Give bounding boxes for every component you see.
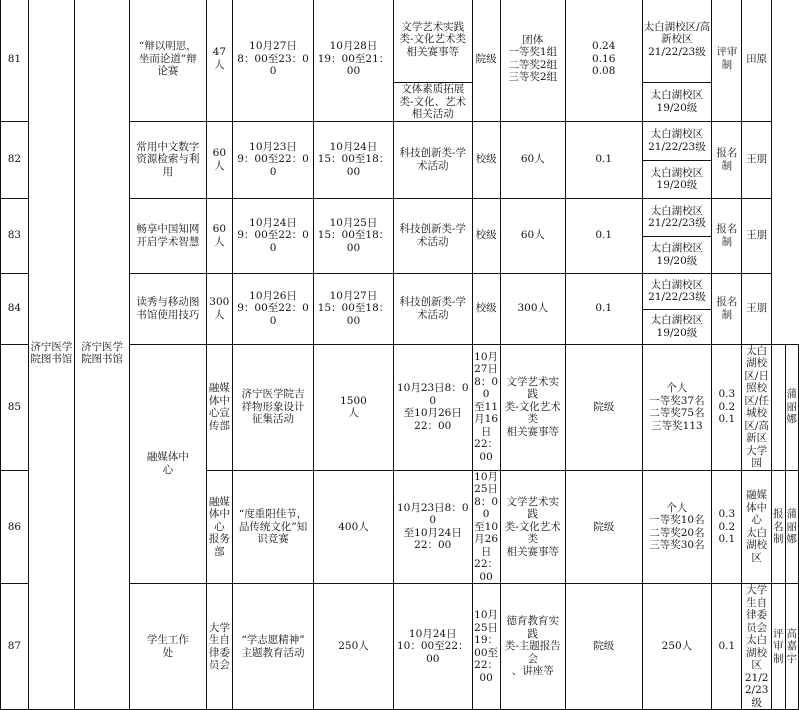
target-campus: 太白湖校区 21/22/23级 [642, 273, 712, 309]
signup-time: 10月26日 9：00至22：00 [233, 273, 314, 344]
contact-person: 王朋 [742, 198, 772, 273]
organizer-unit: 融媒体中 心 [130, 344, 206, 584]
award-setting: 个人 一等奖10名 二等奖20名 三等奖30名 [642, 470, 712, 584]
selection-method: 报名 制 [712, 121, 742, 198]
selection-method [772, 344, 786, 470]
organizer-department: 融媒体中 心 报务部 [206, 470, 232, 584]
contact-person: 王朋 [742, 121, 772, 198]
activity-level: 院级 [565, 344, 642, 470]
activity-category: 德育教育实践 类-主题报告会 、讲座等 [500, 584, 565, 710]
credit-value: 0.1 [565, 198, 642, 273]
target-campus: 太白湖校区 19/20级 [642, 160, 712, 198]
activity-level: 校级 [472, 121, 500, 198]
activity-category: 文体素质拓展 类-文化、艺术 相关活动 [393, 83, 472, 122]
activity-level: 校级 [472, 198, 500, 273]
signup-time: 10月23日 9：00至22：00 [233, 121, 314, 198]
event-name: 常用中文数字 资源检索与利 用 [130, 121, 206, 198]
event-name: 读秀与移动图 书馆使用技巧 [130, 273, 206, 344]
event-name: 济宁医学院吉 祥物形象设计 征集活动 [233, 344, 314, 470]
contact-person: 田原 [742, 0, 772, 121]
row-number: 85 [1, 344, 29, 470]
credit-value: 0.1 [565, 121, 642, 198]
contact-person: 蒲丽 娜 [785, 470, 799, 584]
activity-category: 科技创新类-学 术活动 [393, 121, 472, 198]
activity-category: 文学艺术实践 类-文化艺术类 相关赛事等 [500, 470, 565, 584]
participant-count: 47人 [206, 0, 232, 121]
selection-method: 评审 制 [712, 0, 742, 121]
signup-time: 10月27日 8：00至23：00 [233, 0, 314, 121]
award-setting: 个人 一等奖37名 二等奖75名 三等奖113 [642, 344, 712, 470]
organizer-department: 大学生自 律委员会 [206, 584, 232, 710]
participant-count: 400人 [314, 470, 394, 584]
award-setting: 60人 [500, 198, 565, 273]
event-time: 10月28日 19：00至21：00 [314, 0, 394, 121]
event-name: “辩以明思， 坐而论道”辩 论赛 [130, 0, 206, 121]
participant-count: 300人 [206, 273, 232, 344]
target-campus: 太白湖校区/高 新校区 21/22/23级 [642, 0, 712, 83]
award-setting: 团体 一等奖1组 二等奖2组 三等奖2组 [500, 0, 565, 121]
award-setting: 60人 [500, 121, 565, 198]
organizer-department: 济宁医学 院图书馆 [75, 0, 130, 710]
credit-value: 0.1 [565, 273, 642, 344]
table-row [1, 0, 799, 83]
target-campus: 太白湖校区 19/20级 [642, 309, 712, 344]
participant-count: 60人 [206, 198, 232, 273]
selection-method: 评审 制 [772, 584, 786, 710]
activity-level: 校级 [472, 273, 500, 344]
activity-category: 文学艺术实践 类-文化艺术类 相关赛事等 [500, 344, 565, 470]
credit-value: 0.1 [712, 584, 742, 710]
event-time: 10月24日 15：00至18：00 [314, 121, 394, 198]
event-name: 畅享中国知网 开启学术智慧 [130, 198, 206, 273]
organizer-unit: 济宁医学 院图书馆 [28, 0, 74, 710]
row-number: 84 [1, 273, 29, 344]
target-campus: 太白湖校区 21/22/23级 [642, 198, 712, 236]
row-number: 83 [1, 198, 29, 273]
contact-person: 王朋 [742, 273, 772, 344]
organizer-department: 融媒体中 心宣传部 [206, 344, 232, 470]
contact-person: 高嘉 宇 [785, 584, 799, 710]
event-name: “学志愿精神” 主题教育活动 [233, 584, 314, 710]
target-campus: 太白湖校区/日 照校区/任城校 区/高新区大学 园 [742, 344, 772, 470]
signup-time: 10月24日 9：00至22：00 [233, 198, 314, 273]
event-time: 10月27日8：00 至11月16日 22：00 [472, 344, 500, 470]
participant-count: 60人 [206, 121, 232, 198]
activity-level: 院级 [565, 470, 642, 584]
participant-count: 1500 人 [314, 344, 394, 470]
credit-value: 0.3 0.2 0.1 [712, 470, 742, 584]
award-setting: 250人 [642, 584, 712, 710]
activity-level: 院级 [472, 0, 500, 121]
selection-method: 报名 制 [712, 273, 742, 344]
event-name: “度重阳佳节， 品传统文化”知 识竞赛 [233, 470, 314, 584]
event-time: 10月25日 19：00至22：00 [472, 584, 500, 710]
participant-count: 250人 [314, 584, 394, 710]
activity-level: 院级 [565, 584, 642, 710]
contact-person: 蒲丽 娜 [785, 344, 799, 470]
row-number: 81 [1, 0, 29, 121]
target-campus: 太白湖校区 19/20级 [642, 83, 712, 122]
selection-method: 报名 制 [712, 198, 742, 273]
target-campus: 太白湖校区 19/20级 [642, 236, 712, 273]
award-setting: 300人 [500, 273, 565, 344]
signup-time: 10月23日8：00 至10月24日 22：00 [393, 470, 472, 584]
row-number: 86 [1, 470, 29, 584]
credit-value: 0.3 0.2 0.1 [712, 344, 742, 470]
row-number: 82 [1, 121, 29, 198]
event-time: 10月25日 15：00至18：00 [314, 198, 394, 273]
signup-time: 10月24日 10：00至22：00 [393, 584, 472, 710]
event-time: 10月25日8：00 至10月26日 22：00 [472, 470, 500, 584]
target-campus: 太白湖校区 21/22/23级 [642, 121, 712, 160]
organizer-unit: 学生工作 处 [130, 584, 206, 710]
activity-category: 科技创新类-学 术活动 [393, 198, 472, 273]
signup-time: 10月23日8：00 至10月26日 22：00 [393, 344, 472, 470]
selection-method: 报名制 [772, 470, 786, 584]
activity-category: 科技创新类-学 术活动 [393, 273, 472, 344]
target-campus: 大学生自律委 员会 太白湖校区 21/22/23级 [742, 584, 772, 710]
target-campus: 融媒体中心 太白湖校区 [742, 470, 772, 584]
event-time: 10月27日 15：00至18：00 [314, 273, 394, 344]
credit-value: 0.24 0.16 0.08 [565, 0, 642, 121]
activity-category: 文学艺术实践 类-文化艺术类 相关赛事等 [393, 0, 472, 83]
row-number: 87 [1, 584, 29, 710]
